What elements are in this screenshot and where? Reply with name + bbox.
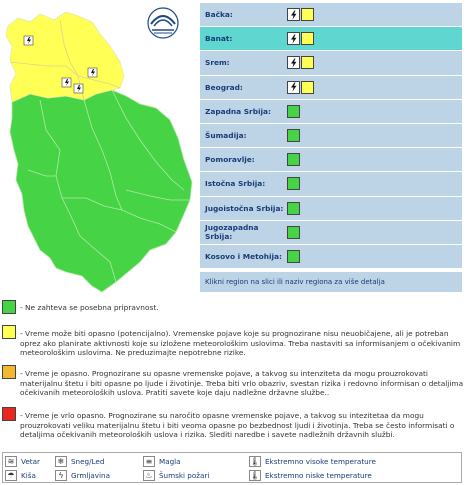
region-row[interactable] xyxy=(200,76,462,99)
region-name[interactable]: Zapadna Srbija: xyxy=(205,106,272,116)
level-orange-description xyxy=(2,365,464,398)
warning-level-swatch xyxy=(301,56,314,69)
lightning-icon xyxy=(287,8,300,21)
region-name[interactable]: Kosovo i Metohija: xyxy=(205,251,282,261)
level-green-text: - Ne zahteva se posebna pripravnost. xyxy=(20,303,159,312)
fog-icon: ≡ xyxy=(143,456,155,467)
lightning-icon: ϟ xyxy=(55,470,67,481)
region-name[interactable]: Šumadija: xyxy=(205,131,247,141)
region-row[interactable] xyxy=(200,197,462,220)
legend-fire: ♨ Šumski požari xyxy=(143,470,209,481)
region-hint: Klikni region na slici ili naziv regiona za više detalja xyxy=(200,272,462,292)
level-orange-text: - Vreme je opasno. Prognozirane su opasne vremenske pojave, a takvog su intenziteta da mogu prouzrokovati materijalnu štetu i biti opasne po ljude i životinje. Treba biti vrlo obazriv, svestan rizika i redovno informisan o detaljima očekivanih meteoroloških uslova. Pratiti savete koje daju nadležne državne službe.. xyxy=(20,369,464,398)
region-row[interactable] xyxy=(200,27,462,50)
warning-level-swatch xyxy=(287,202,300,215)
region-name[interactable]: Istočna Srbija: xyxy=(205,179,266,189)
region-row[interactable] xyxy=(200,124,462,147)
thermometer-high-icon: 🌡 xyxy=(249,457,261,466)
region-name[interactable]: Jugoistočna Srbija: xyxy=(205,203,284,213)
lightning-icon xyxy=(287,81,300,94)
level-yellow-text: - Vreme može biti opasno (potencijalno). Vremenske pojave koje su prognozirane nisu neuobičajene, ali je potreban oprez ako planirate aktivnosti koje su izložene meteorološkim uslovima. Treba nastaviti sa informisanjem o očekivanim meteorološkim uslovima. Ne preduzimajte nepotrebne rizike. xyxy=(20,329,461,358)
rain-icon: ☂ xyxy=(5,470,17,481)
region-row[interactable] xyxy=(200,3,462,26)
region-name[interactable]: Pomoravlje: xyxy=(205,155,255,165)
region-row[interactable] xyxy=(200,51,462,74)
level-yellow-description xyxy=(2,325,464,358)
orange-swatch xyxy=(2,365,16,379)
warning-level-swatch xyxy=(287,129,300,142)
lightning-icon xyxy=(287,56,300,69)
region-name[interactable]: Srem: xyxy=(205,58,230,68)
phenomena-legend xyxy=(2,452,462,483)
region-row[interactable] xyxy=(200,221,462,244)
legend-storm: ϟ Grmljavina xyxy=(55,470,110,481)
map-region-north[interactable] xyxy=(6,12,124,102)
wind-icon: ≋ xyxy=(5,456,17,467)
level-red-text: - Vreme je vrlo opasno. Prognozirane su naročito opasne vremenske pojave, a takvog su intezitetaa da mogu prouzrokovati veliku materijalnu štetu i biti veoma opasne po bezbednost ljudi i životinja. Treba se često informisati o detaljima očekivanih meteoroloških uslova i rizika. Slediti naredbe i savete nadležnih državnih službi. xyxy=(20,411,455,440)
region-row[interactable] xyxy=(200,148,462,171)
region-name[interactable]: Banat: xyxy=(205,34,233,44)
lightning-icon xyxy=(287,32,300,45)
map-region-south[interactable] xyxy=(10,90,192,292)
yellow-swatch xyxy=(2,325,16,339)
warning-level-swatch xyxy=(301,8,314,21)
region-row[interactable] xyxy=(200,245,462,268)
warning-level-swatch xyxy=(301,81,314,94)
forest-fire-icon: ♨ xyxy=(143,470,155,481)
region-name[interactable]: Bačka: xyxy=(205,10,233,20)
hydromet-logo xyxy=(146,6,180,40)
level-green-description xyxy=(2,300,464,313)
thermometer-low-icon: 🌡 xyxy=(249,471,261,480)
snowflake-icon: ❄ xyxy=(55,456,67,467)
region-row[interactable] xyxy=(200,100,462,123)
red-swatch xyxy=(2,407,16,421)
warning-level-swatch xyxy=(301,32,314,45)
serbia-warning-map xyxy=(0,0,198,296)
region-row[interactable] xyxy=(200,172,462,195)
legend-fog: ≡ Magla xyxy=(143,456,181,467)
legend-wind: ≋ Vetar xyxy=(5,456,40,467)
legend-snow: ❄ Sneg/Led xyxy=(55,456,104,467)
region-list xyxy=(200,2,462,269)
warning-level-swatch xyxy=(287,177,300,190)
region-name[interactable]: Jugozapadna Srbija: xyxy=(205,223,259,242)
legend-heat: 🌡 Ekstremno visoke temperature xyxy=(249,457,376,466)
warning-level-swatch xyxy=(287,153,300,166)
level-red-description xyxy=(2,407,464,440)
region-name[interactable]: Beograd: xyxy=(205,82,243,92)
warning-level-swatch xyxy=(287,226,300,239)
warning-level-swatch xyxy=(287,105,300,118)
legend-cold: 🌡 Ekstremno niske temperature xyxy=(249,471,372,480)
legend-rain: ☂ Kiša xyxy=(5,470,36,481)
warning-level-swatch xyxy=(287,250,300,263)
green-swatch xyxy=(2,300,16,314)
